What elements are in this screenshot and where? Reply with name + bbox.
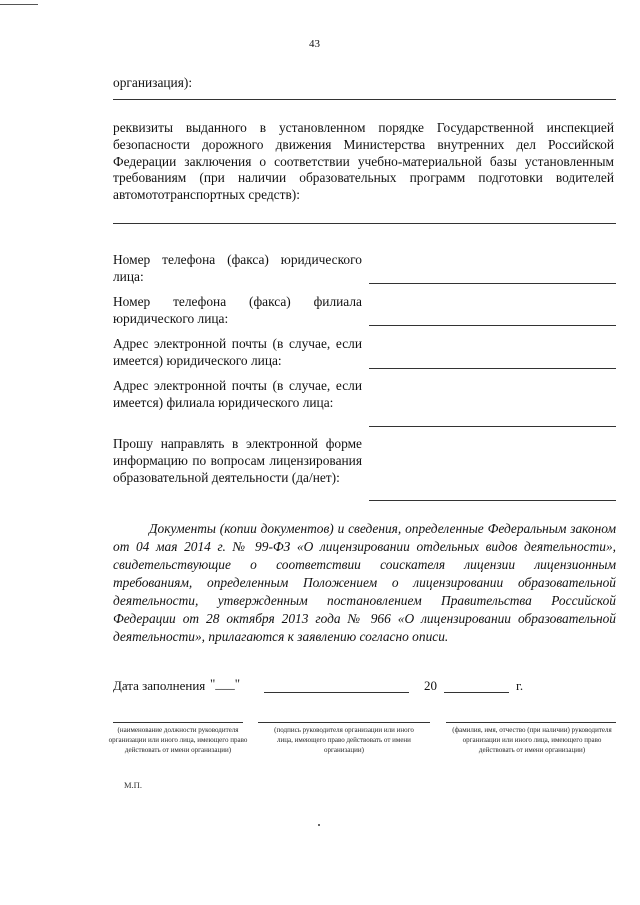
signature-caption-position: (наименование должности руководителя организации или иного лица, имеющего право действовать от имени организации) bbox=[108, 726, 248, 754]
date-year-suffix: г. bbox=[516, 678, 524, 693]
org-line-tail: организация): bbox=[113, 75, 193, 90]
documents-paragraph-text: Документы (копии документов) и сведения, определенные Федеральным законом от 04 мая 2014 г. № 99-ФЗ «О лицензировании отдельных видов деятельности», свидетельствующие о соответствии соискателя лицензии лицензионным требованиям, определенным Положением о лицензировании образовательной деятельности, утвержденным постановлением Правительства Российской Федерации от 28 октября 2013 года № 966 «О лицензировании образовательной деятельности», прилагаются к заявлению согласно описи. bbox=[113, 521, 616, 644]
requisites-paragraph: реквизиты выданного в установленном порядке Государственной инспекцией безопасности дорожного движения Министерства внутренних дел Российской Федерации заключения о соответствии учебно-материальной базы установленным требованиям (при наличии образовательных программ подготовки водителей автомототранспортных средств): bbox=[113, 120, 614, 203]
signature-line-position[interactable] bbox=[113, 722, 243, 723]
signature-caption-sign: (подпись руководителя организации или иного лица, имеющего право действовать от имени организации) bbox=[274, 726, 414, 754]
date-year-prefix: 20 bbox=[424, 678, 437, 693]
field-label-electronic-consent: Прошу направлять в электронной форме информацию по вопросам лицензирования образовательной деятельности (да/нет): bbox=[113, 436, 362, 485]
field-label-email-legal: Адрес электронной почты (в случае, если имеется) юридического лица: bbox=[113, 336, 362, 368]
field-fill-phone-branch[interactable] bbox=[369, 325, 616, 326]
field-label-phone-branch: Номер телефона (факса) филиала юридического лица: bbox=[113, 294, 362, 326]
field-label-phone-legal: Номер телефона (факса) юридического лица: bbox=[113, 252, 362, 284]
signature-caption-name: (фамилия, имя, отчество (при наличии) руководителя организации или иного лица, имеющего право действовать от имени организации) bbox=[452, 726, 612, 754]
corner-mark bbox=[0, 4, 38, 5]
date-month-fill[interactable] bbox=[264, 692, 409, 693]
signature-line-sign[interactable] bbox=[258, 722, 430, 723]
field-fill-electronic-consent[interactable] bbox=[369, 500, 616, 501]
date-day[interactable]: "___" bbox=[210, 676, 241, 691]
date-year-fill[interactable] bbox=[444, 692, 509, 693]
page-number: 43 bbox=[309, 38, 320, 50]
documents-paragraph bbox=[113, 520, 616, 646]
field-fill-phone-legal[interactable] bbox=[369, 283, 616, 284]
field-label-email-branch: Адрес электронной почты (в случае, если имеется) филиала юридического лица: bbox=[113, 378, 362, 410]
signature-line-name[interactable] bbox=[446, 722, 616, 723]
org-fill-line bbox=[113, 99, 616, 100]
requisites-fill-line bbox=[113, 223, 616, 224]
field-fill-email-branch[interactable] bbox=[369, 426, 616, 427]
field-fill-email-legal[interactable] bbox=[369, 368, 616, 369]
stamp-place: М.П. bbox=[124, 780, 142, 790]
date-label: Дата заполнения bbox=[113, 678, 206, 693]
scan-dot bbox=[318, 824, 320, 826]
